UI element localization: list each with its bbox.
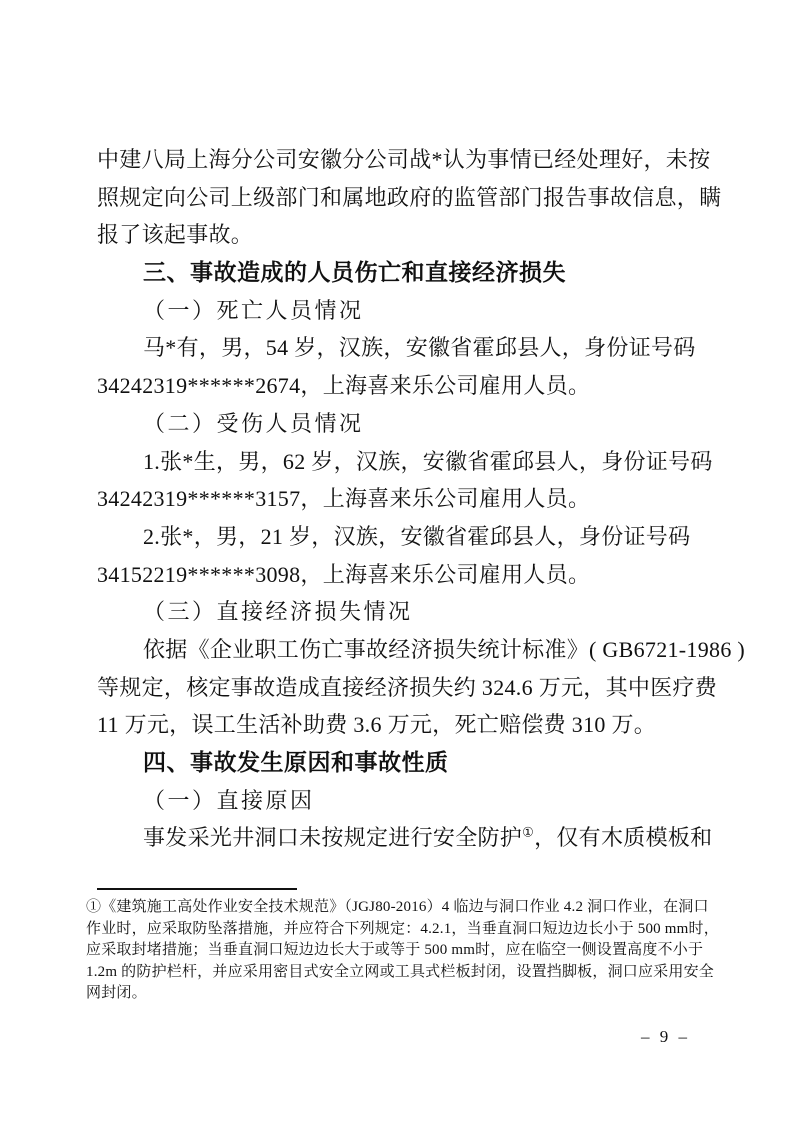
paragraph-line: 34242319******2674，上海喜来乐公司雇用人员。 (97, 373, 591, 399)
footnote-line: ①《建筑施工高处作业安全技术规范》（JGJ80-2016）4 临边与洞口作业 4.2 洞口作业，在洞口 (86, 899, 709, 915)
paragraph-line: 34242319******3157，上海喜来乐公司雇用人员。 (97, 486, 591, 512)
text-segment: 事发采光井洞口未按规定进行安全防护 (143, 825, 523, 851)
paragraph-line: 34152219******3098，上海喜来乐公司雇用人员。 (97, 561, 591, 587)
footnote-ref-marker: ① (522, 825, 535, 841)
text-segment: ，仅有木质模板和 (534, 825, 713, 851)
injuries-subheading: （二）受伤人员情况 (143, 410, 364, 436)
footnote-line: 作业时，应采取防坠落措施，并应符合下列规定：4.2.1，当垂直洞口短边边长小于 500 mm时， (86, 920, 719, 937)
section-4-heading: 四、事故发生原因和事故性质 (143, 749, 449, 775)
page-number: – 9 – (641, 1027, 690, 1046)
footnote-separator (97, 888, 297, 890)
footnote-line: 网封闭。 (86, 985, 147, 1001)
document-body (97, 141, 746, 857)
paragraph-line: 等规定，核定事故造成直接经济损失约 324.6 万元，其中医疗费 (97, 674, 718, 700)
footnote (86, 897, 734, 1005)
paragraph-line: 中建八局上海分公司安徽分公司战*认为事情已经处理好，未按 (97, 147, 711, 172)
paragraph-line: 马*有，男，54 岁，汉族，安徽省霍邱县人，身份证号码 (143, 335, 696, 361)
paragraph-line: 2.张*，男，21 岁，汉族，安徽省霍邱县人，身份证号码 (143, 523, 691, 549)
paragraph-line (97, 819, 722, 857)
paragraph-line: 照规定向公司上级部门和属地政府的监管部门报告事故信息，瞒 (97, 184, 722, 210)
direct-cause-subheading: （一）直接原因 (143, 787, 315, 813)
deaths-subheading: （一）死亡人员情况 (143, 297, 364, 323)
paragraph-line: 依据《企业职工伤亡事故经济损失统计标准》( GB6721-1986 ) (143, 636, 746, 662)
paragraph-line: 1.张*生，男，62 岁，汉族，安徽省霍邱县人，身份证号码 (143, 448, 713, 474)
section-3-heading: 三、事故造成的人员伤亡和直接经济损失 (143, 259, 566, 286)
footnote-line: 应采取封堵措施；当垂直洞口短边边长大于或等于 500 mm时，应在临空一侧设置高度不小于 (86, 942, 704, 958)
footnote-line: 1.2m 的防护栏杆，并应采用密目式安全立网或工具式栏板封闭，设置挡脚板，洞口应采用安全 (86, 963, 714, 980)
paragraph-line: 报了该起事故。 (97, 222, 254, 248)
losses-subheading: （三）直接经济损失情况 (143, 599, 413, 625)
paragraph-line: 11 万元，误工生活补助费 3.6 万元，死亡赔偿费 310 万。 (97, 712, 657, 738)
